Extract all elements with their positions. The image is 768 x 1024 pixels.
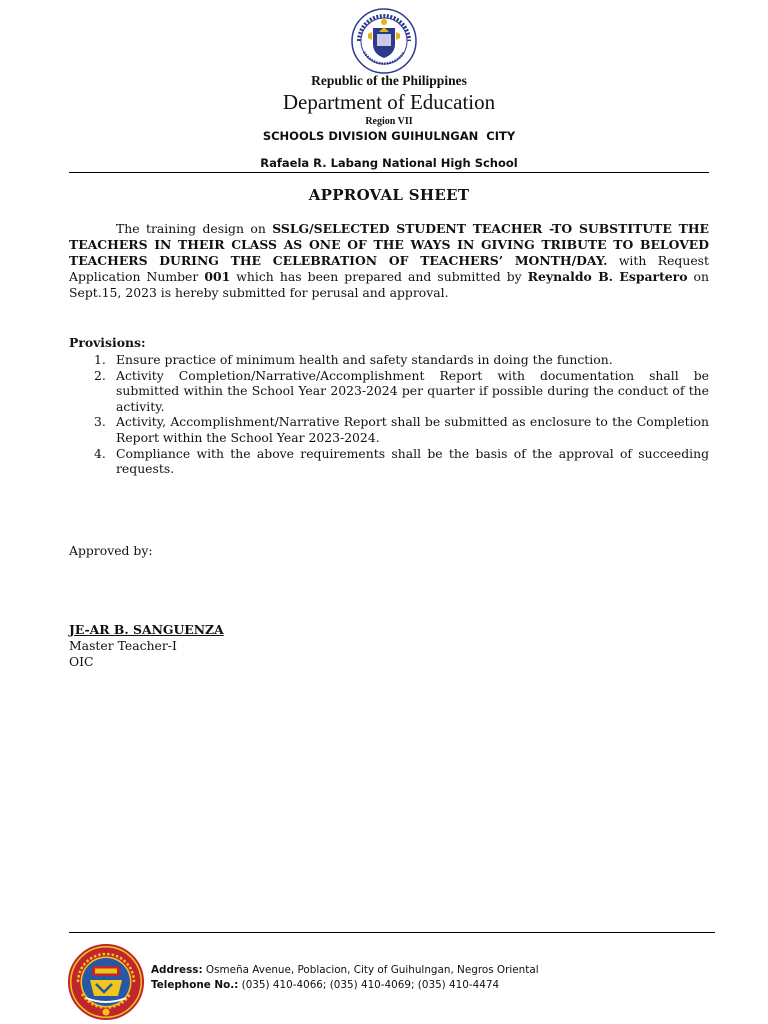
body-closing-text: on Sept.15, 2023 is hereby submitted for perusal and approval. <box>69 269 709 300</box>
list-item <box>69 368 709 415</box>
item-text: Ensure practice of minimum health and safety standards in doing the function. <box>116 352 613 367</box>
submitter-name: Reynaldo B. Espartero <box>527 269 688 284</box>
footer-divider <box>69 932 715 933</box>
training-title: SSLG/SELECTED STUDENT TEACHER -TO SUBSTITUTE THE TEACHERS IN THEIR CLASS AS ONE OF THE WAYS IN GIVING TRIBUTE TO BELOVED TEACHERS DURING THE CELEBRATION OF TEACHERS’ MONTH/DAY. <box>69 221 709 268</box>
approver-name: JE-AR B. SANGUENZA <box>69 622 224 637</box>
item-text: Compliance with the above requirements shall be the basis of the approval of succeeding requests. <box>116 445 709 477</box>
division-guihulngan-city-logo-icon <box>68 944 144 1020</box>
item-number: 4. <box>94 445 106 461</box>
approved-by-label: Approved by: <box>69 543 153 558</box>
request-number: 001 <box>204 269 231 284</box>
footer-contact <box>151 963 539 992</box>
approver-office: OIC <box>69 654 94 669</box>
address-line <box>151 963 539 978</box>
approver-position: Master Teacher-I <box>69 638 177 653</box>
republic-line: Republic of the Philippines <box>311 73 467 88</box>
school-name: Rafaela R. Labang National High School <box>260 156 518 170</box>
provisions-list <box>69 352 709 477</box>
list-item <box>69 446 709 477</box>
telephone-label: Telephone No.: <box>151 978 239 991</box>
address-text: Osmeña Avenue, Poblacion, City of Guihulngan, Negros Oriental <box>202 964 539 976</box>
item-number: 1. <box>94 352 106 367</box>
telephone-text: (035) 410-4066; (035) 410-4069; (035) 410-4474 <box>238 978 500 991</box>
item-number: 3. <box>94 414 106 430</box>
department-name: Department of Education <box>282 90 496 114</box>
telephone-line <box>151 978 539 993</box>
body-submitted-text: which has been prepared and submitted by <box>230 269 528 284</box>
item-text: Activity, Accomplishment/Narrative Report shall be submitted as enclosure to the Completion Report within the School Year 2023-2024. <box>116 414 709 445</box>
provisions-heading: Provisions: <box>69 335 146 350</box>
division-line: SCHOOLS DIVISION GUIHULNGAN CITY <box>262 129 516 143</box>
item-text: Activity Completion/Narrative/Accomplishment Report with documentation shall be submitted within the School Year 2023-2024 per quarter if possible during the conduct of the activity. <box>116 367 709 414</box>
body-request-text: with Request Application Number <box>69 253 709 284</box>
address-label: Address: <box>151 964 203 976</box>
header-divider <box>69 172 709 173</box>
item-number: 2. <box>94 367 106 383</box>
body-paragraph <box>69 221 709 301</box>
region-line: Region VII <box>365 116 413 127</box>
list-item <box>69 352 709 368</box>
document-title: APPROVAL SHEET <box>308 186 470 204</box>
deped-seal-icon <box>351 8 417 74</box>
list-item <box>69 414 709 445</box>
body-intro: The training design on <box>116 221 273 236</box>
